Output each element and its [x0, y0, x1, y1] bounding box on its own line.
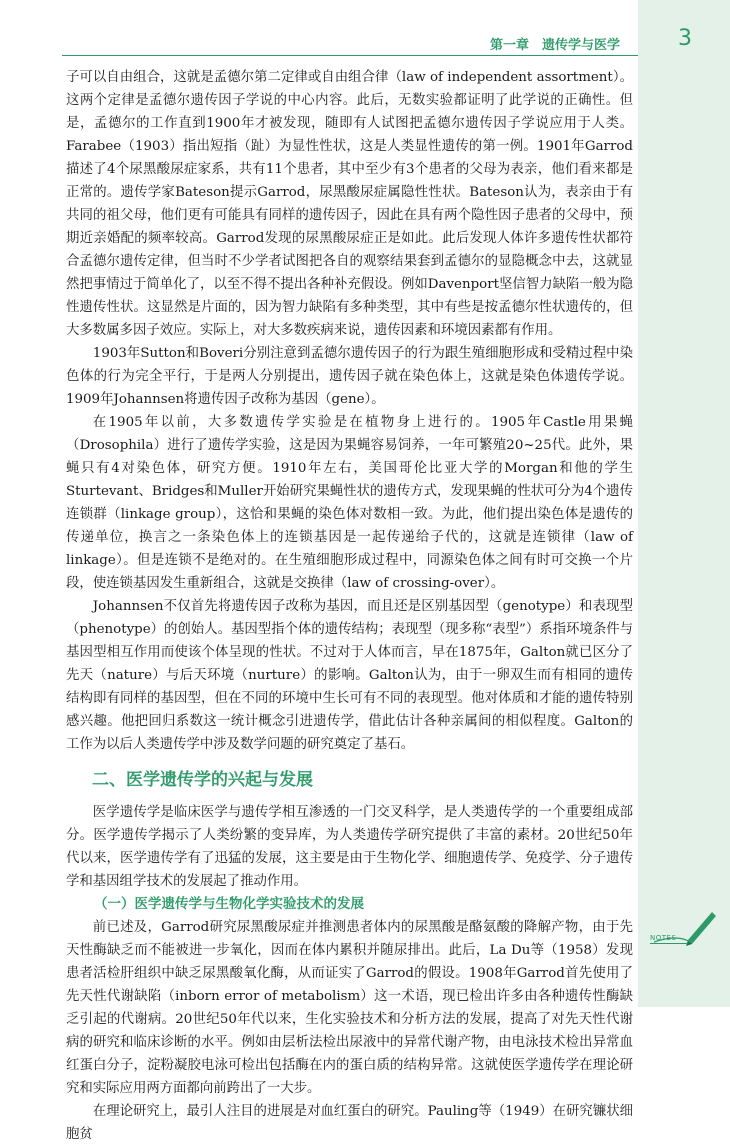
section-heading: 二、医学遗传学的兴起与发展 [92, 770, 313, 790]
header-divider [62, 55, 638, 56]
paragraph-2: 1903年Sutton和Boveri分别注意到孟德尔遗传因子的行为跟生殖细胞形成和受精过程中染色体的行为完全平行，于是两人分别提出，遗传因子就在染色体上，这就是染色体遗传学说。1909年Johannsen将遗传因子改称为基因（gene）。 [66, 346, 633, 407]
subsection-paragraph-1: 前已述及，Garrod研究尿黑酸尿症并推测患者体内的尿黑酸是酪氨酸的降解产物，由于先天性酶缺乏而不能被进一步氧化，因而在体内累积并随尿排出。此后，La Du等（1958）发现患者活检肝组织中缺乏尿黑酸氧化酶，从而证实了Garrod的假设。1908年Garrod首先使用了先天性代谢缺陷（inborn error of metabolism）这一术语，现已检出许多由各种遗传性酶缺乏引起的代谢病。20世纪50年代以来，生化实验技术和分析方法的发展，提高了对先天性代谢病的研究和临床诊断的水平。例如由层析法检出尿液中的异常代谢产物，由电泳技术检出异常血红蛋白分子，淀粉凝胶电泳可检出包括酶在内的蛋白质的结构异常。这就使医学遗传学在理论研究和实际应用两方面都向前跨出了一大步。 [66, 920, 633, 1096]
notes-sidebar [638, 0, 730, 1007]
section-intro: 医学遗传学是临床医学与遗传学相互渗透的一门交叉科学，是人类遗传学的一个重要组成部分。医学遗传学揭示了人类纷繁的变异库，为人类遗传学研究提供了丰富的素材。20世纪50年代以来，医学遗传学有了迅猛的发展，这主要是由于生物化学、细胞遗传学、免疫学、分子遗传学和基因组学技术的发展起了推动作用。 [66, 805, 633, 889]
paragraph-4: Johannsen不仅首先将遗传因子改称为基因，而且还是区别基因型（genotype）和表现型（phenotype）的创始人。基因型指个体的遗传结构；表现型（现多称“表型”）系指环境条件与基因型相互作用而使该个体呈现的性状。不过对于人体而言，早在1875年，Galton就已区分了先天（nature）与后天环境（nurture）的影响。Galton认为，由于一卵双生而有相同的遗传结构即有同样的基因型，但在不同的环境中生长可有不同的表现型。他对体质和才能的遗传特别感兴趣。他把回归系数这一统计概念引进遗传学，借此估计各种亲属间的相似程度。Galton的工作为以后人类遗传学中涉及数学问题的研究奠定了基石。 [66, 599, 634, 752]
subsection-heading: （一）医学遗传学与生物化学实验技术的发展 [94, 896, 364, 912]
paragraph-1: 子可以自由组合，这就是孟德尔第二定律或自由组合律（law of independent assortment）。这两个定律是孟德尔遗传因子学说的中心内容。此后，无数实验都证明了此学说的正确性。但是，孟德尔的工作直到1900年才被发现，随即有人试图把孟德尔遗传因子学说应用于人类。Farabee（1903）指出短指（趾）为显性性状，这是人类显性遗传的第一例。1901年Garrod描述了4个尿黑酸尿症家系，共有11个患者，其中至少有3个患者的父母为表亲，他们看来都是正常的。遗传学家Bateson提示Garrod，尿黑酸尿症属隐性性状。Bateson认为，表亲由于有共同的祖父母，他们更有可能具有同样的遗传因子，因此在具有两个隐性因子患者的父母中，预期近亲婚配的频率较高。Garrod发现的尿黑酸尿症正是如此。此后发现人体许多遗传性状都符合孟德尔遗传定律，但当时不少学者试图把各自的观察结果套到孟德尔的显隐概念中去，这就显然把事情过于简单化了，以至不得不提出各种补充假设。例如Davenport坚信智力缺陷一般为隐性遗传性状。这显然是片面的，因为智力缺陷有多种类型，其中有些是按孟德尔性状遗传的，但大多数属多因子效应。实际上，对大多数疾病来说，遗传因素和环境因素都有作用。 [66, 70, 633, 338]
subsection-paragraph-2: 在理论研究上，最引人注目的进展是对血红蛋白的研究。Pauling等（1949）在研究镰状细胞贫 [66, 1104, 633, 1142]
page-number: 3 [678, 26, 692, 51]
paragraph-3: 在1905年以前，大多数遗传学实验是在植物身上进行的。1905年Castle用果蝇（Drosophila）进行了遗传学实验，这是因为果蝇容易饲养，一年可繁殖20~25代。此外，果蝇只有4对染色体，研究方便。1910年左右，美国哥伦比亚大学的Morgan和他的学生Sturtevant、Bridges和Muller开始研究果蝇性状的遗传方式，发现果蝇的性状可分为4个遗传连锁群（linkage group），这恰和果蝇的染色体对数相一致。为此，他们提出染色体是遗传的传递单位，换言之一条染色体上的连锁基因是一起传递给子代的，这就是连锁律（law of linkage）。但是连锁不是绝对的。在生殖细胞形成过程中，同源染色体之间有时可交换一个片段，使连锁基因发生重新组合，这就是交换律（law of crossing-over）。 [66, 415, 633, 591]
notes-label: NOTES [650, 934, 688, 944]
chapter-title: 第一章 遗传学与医学 [489, 38, 620, 53]
page-body [66, 66, 633, 1146]
